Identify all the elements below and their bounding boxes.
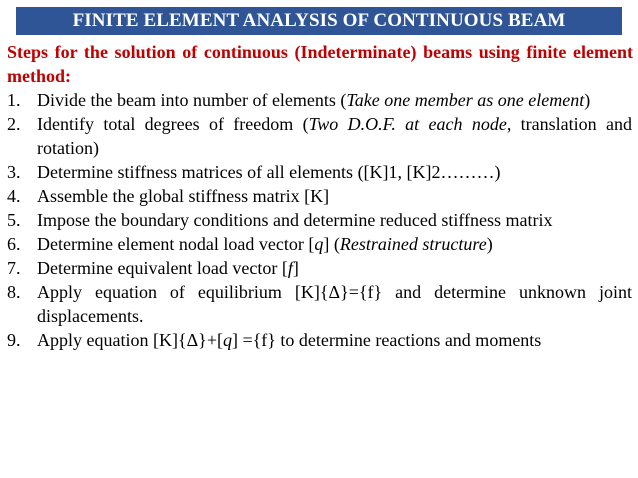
step-number: 4. bbox=[7, 186, 21, 206]
step-number: 7. bbox=[7, 258, 21, 278]
step-5 bbox=[0, 208, 638, 232]
step-text: Determine stiffness matrices of all elements ([K]1, [K]2………) bbox=[37, 162, 501, 182]
step-number: 2. bbox=[7, 114, 21, 134]
steps-list bbox=[0, 88, 638, 352]
step-text: ] bbox=[292, 258, 299, 278]
step-number: 1. bbox=[7, 90, 21, 110]
step-text: Apply equation of equilibrium [K]{Δ}={f} and determine unknown joint displacements. bbox=[37, 282, 632, 326]
step-number: 6. bbox=[7, 234, 21, 254]
step-number: 5. bbox=[7, 210, 21, 230]
step-7 bbox=[0, 256, 638, 280]
step-text: Determine element nodal load vector [ bbox=[37, 234, 315, 254]
step-text: Apply equation [K]{Δ}+[ bbox=[37, 330, 223, 350]
step-text-italic: q bbox=[314, 234, 324, 254]
step-1 bbox=[0, 88, 638, 112]
step-text: ] ={f} to determine reactions and moments bbox=[231, 330, 542, 350]
step-text: , translation and rotation) bbox=[37, 114, 632, 158]
step-text-italic: f bbox=[287, 258, 293, 278]
step-2 bbox=[0, 112, 638, 160]
step-text-italic: Take one member as one element bbox=[346, 90, 585, 110]
step-text: Divide the beam into number of elements ( bbox=[37, 90, 347, 110]
step-text: Determine equivalent load vector [ bbox=[37, 258, 288, 278]
step-text-italic: Two D.O.F. at each node bbox=[308, 114, 507, 134]
step-9 bbox=[0, 328, 638, 352]
step-text-italic: q bbox=[222, 330, 232, 350]
step-6 bbox=[0, 232, 638, 256]
step-text: Identify total degrees of freedom ( bbox=[37, 114, 309, 134]
step-text: Impose the boundary conditions and determine reduced stiffness matrix bbox=[37, 210, 553, 230]
step-number: 3. bbox=[7, 162, 21, 182]
step-number: 8. bbox=[7, 282, 21, 302]
step-text: Assemble the global stiffness matrix [K] bbox=[37, 186, 330, 206]
step-3 bbox=[0, 160, 638, 184]
steps-heading: Steps for the solution of continuous (Indeterminate) beams using finite element method: bbox=[7, 42, 633, 86]
step-text: ) bbox=[486, 234, 493, 254]
step-number: 9. bbox=[7, 330, 21, 350]
step-text-italic: Restrained structure bbox=[339, 234, 487, 254]
step-8 bbox=[0, 280, 638, 328]
slide-title: FINITE ELEMENT ANALYSIS OF CONTINUOUS BEAM bbox=[16, 7, 622, 35]
step-text: ) bbox=[584, 90, 591, 110]
step-text: ] ( bbox=[323, 234, 340, 254]
step-4 bbox=[0, 184, 638, 208]
